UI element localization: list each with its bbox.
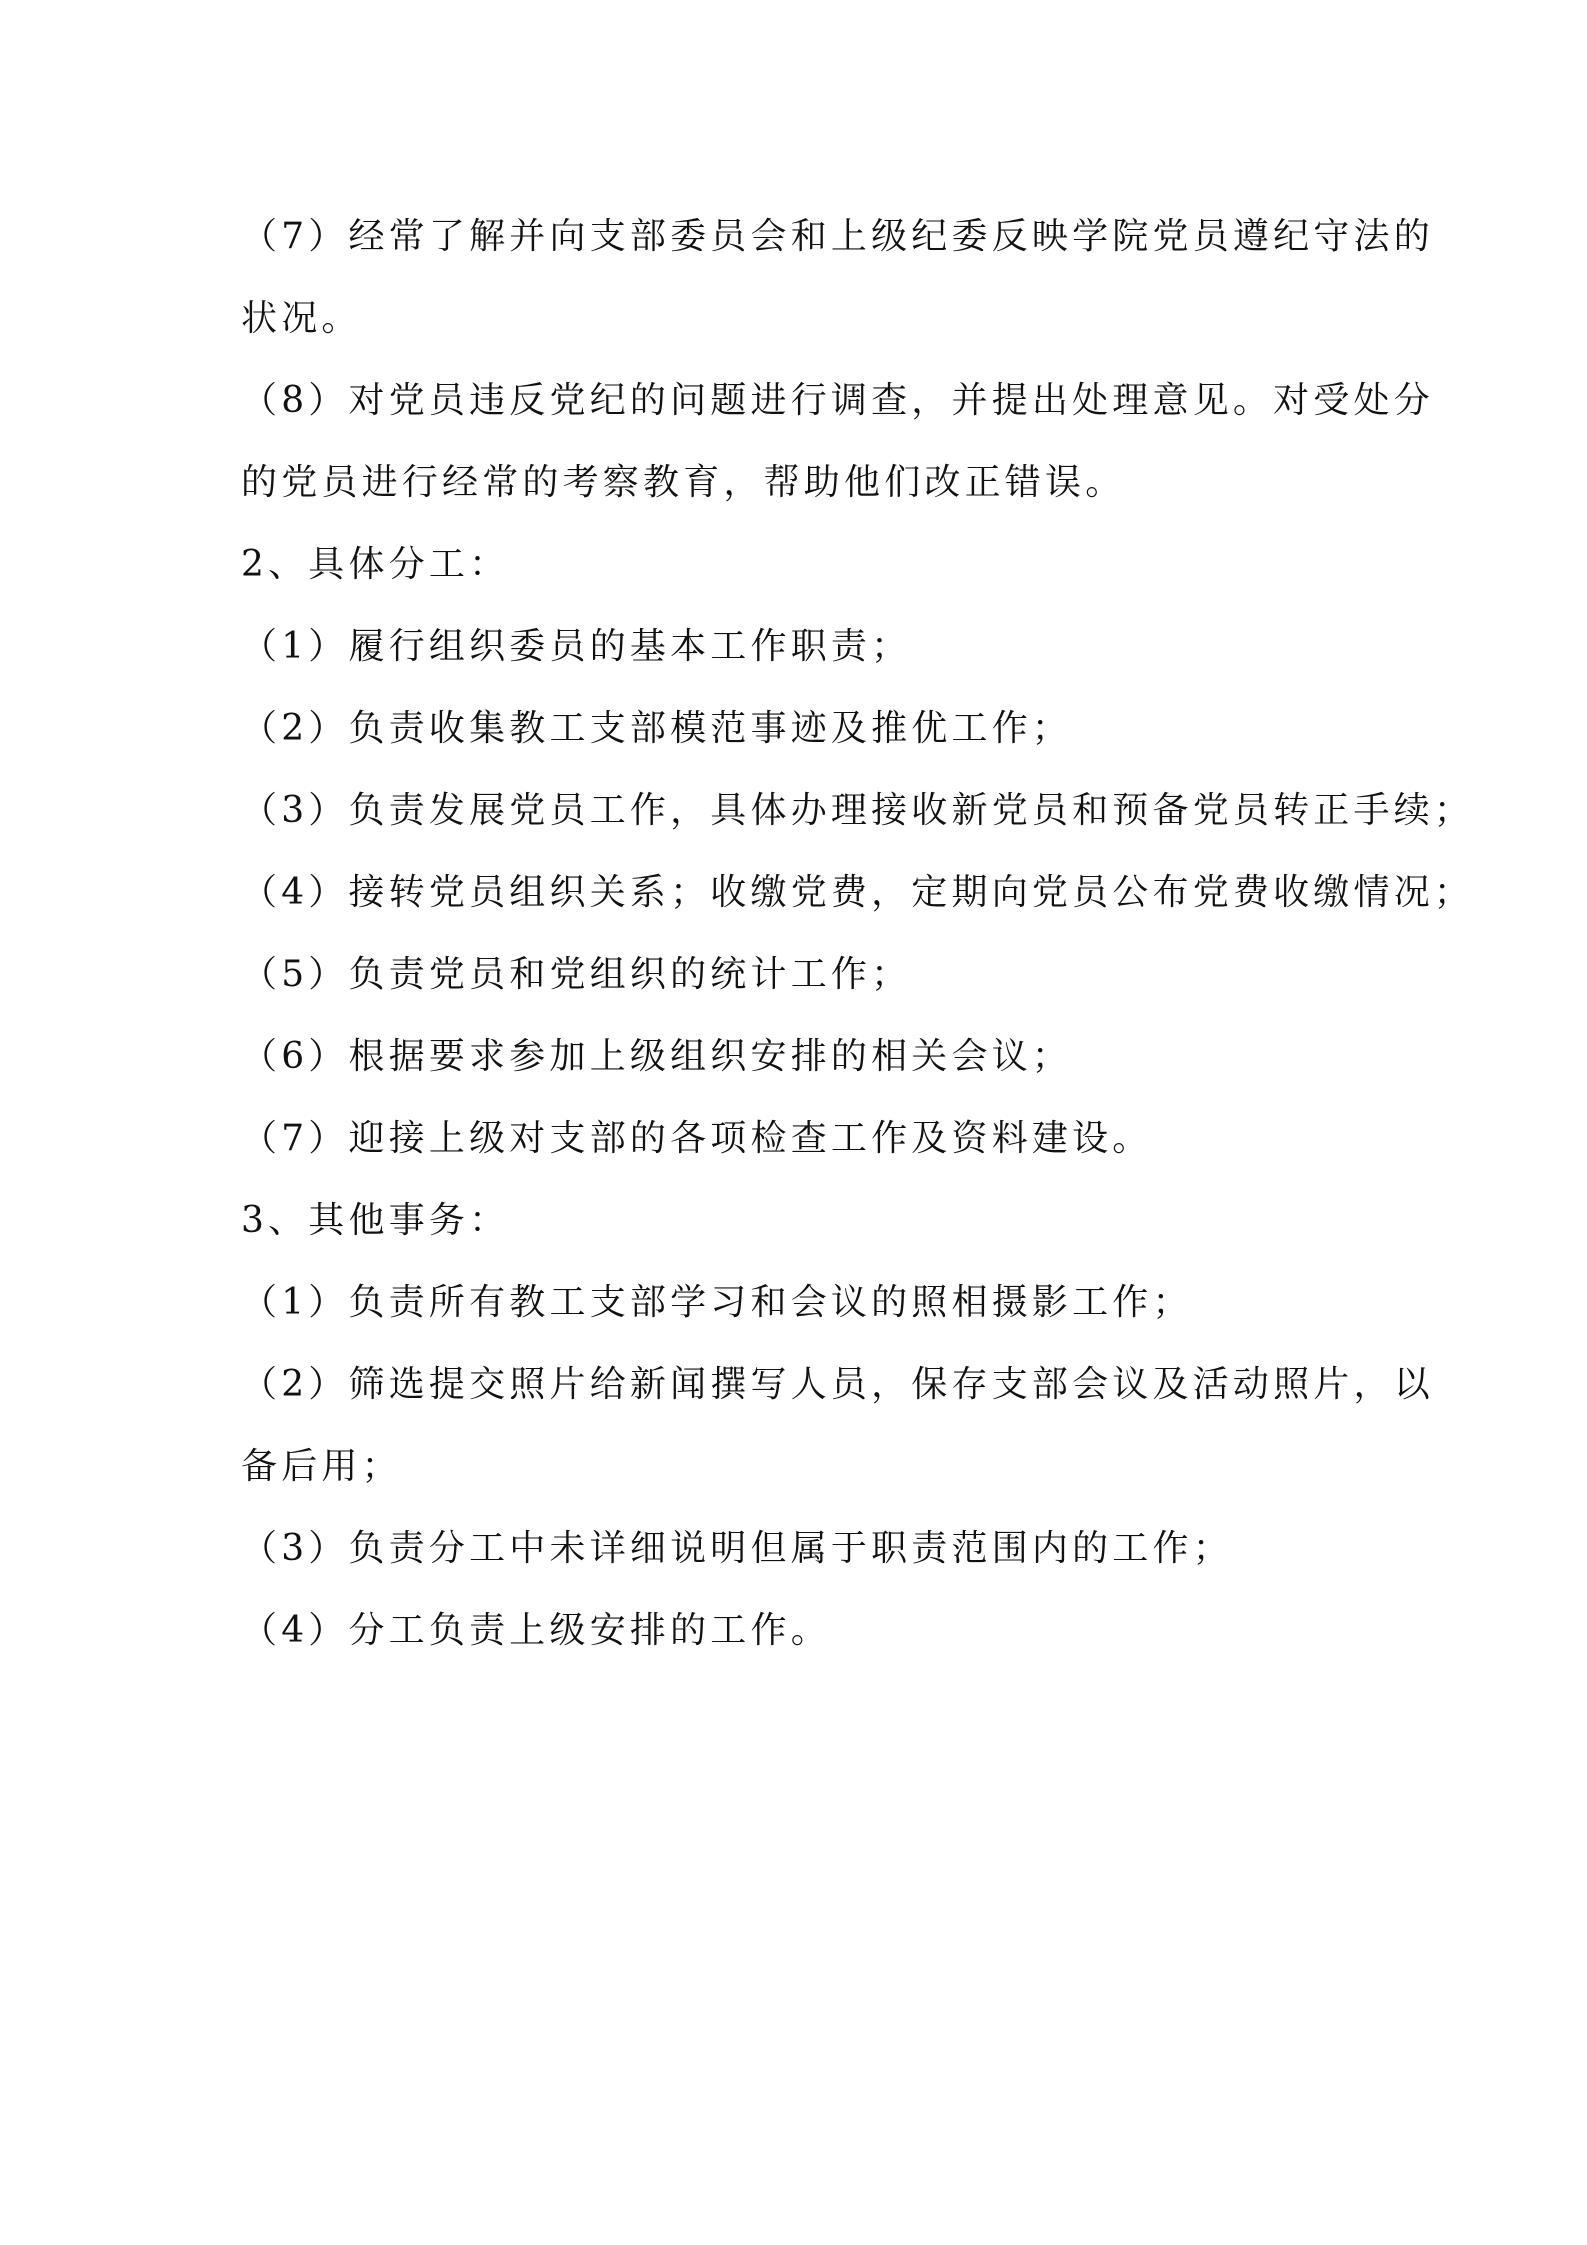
list-item: （2）负责收集教工支部模范事迹及推优工作；: [241, 708, 1073, 749]
list-item: （4）分工负责上级安排的工作。: [241, 1610, 831, 1651]
document-body: [241, 196, 1475, 1672]
list-item: （3）负责分工中未详细说明但属于职责范围内的工作；: [241, 1528, 1233, 1569]
list-item: （5）负责党员和党组织的统计工作；: [241, 954, 912, 995]
text-line: 的党员进行经常的考察教育，帮助他们改正错误。: [241, 462, 1126, 503]
list-item: （3）负责发展党员工作，具体办理接收新党员和预备党员转正手续；: [241, 790, 1475, 831]
section-heading: 2、具体分工：: [241, 544, 510, 585]
list-item-continuation: 备后用；: [241, 1446, 402, 1487]
list-item: （7）迎接上级对支部的各项检查工作及资料建设。: [241, 1118, 1153, 1159]
text-line: （7）经常了解并向支部委员会和上级纪委反映学院党员遵纪守法的: [241, 216, 1434, 257]
text-line: 状况。: [241, 298, 362, 339]
section-heading: 3、其他事务：: [241, 1200, 510, 1241]
list-item: （1）负责所有教工支部学习和会议的照相摄影工作；: [241, 1282, 1193, 1323]
list-item: （2）筛选提交照片给新闻撰写人员，保存支部会议及活动照片，以: [241, 1364, 1434, 1405]
list-item: （6）根据要求参加上级组织安排的相关会议；: [241, 1036, 1073, 1077]
list-item: （1）履行组织委员的基本工作职责；: [241, 626, 912, 667]
text-line: （8）对党员违反党纪的问题进行调查，并提出处理意见。对受处分: [241, 380, 1434, 421]
list-item: （4）接转党员组织关系；收缴党费，定期向党员公布党费收缴情况；: [241, 872, 1475, 913]
